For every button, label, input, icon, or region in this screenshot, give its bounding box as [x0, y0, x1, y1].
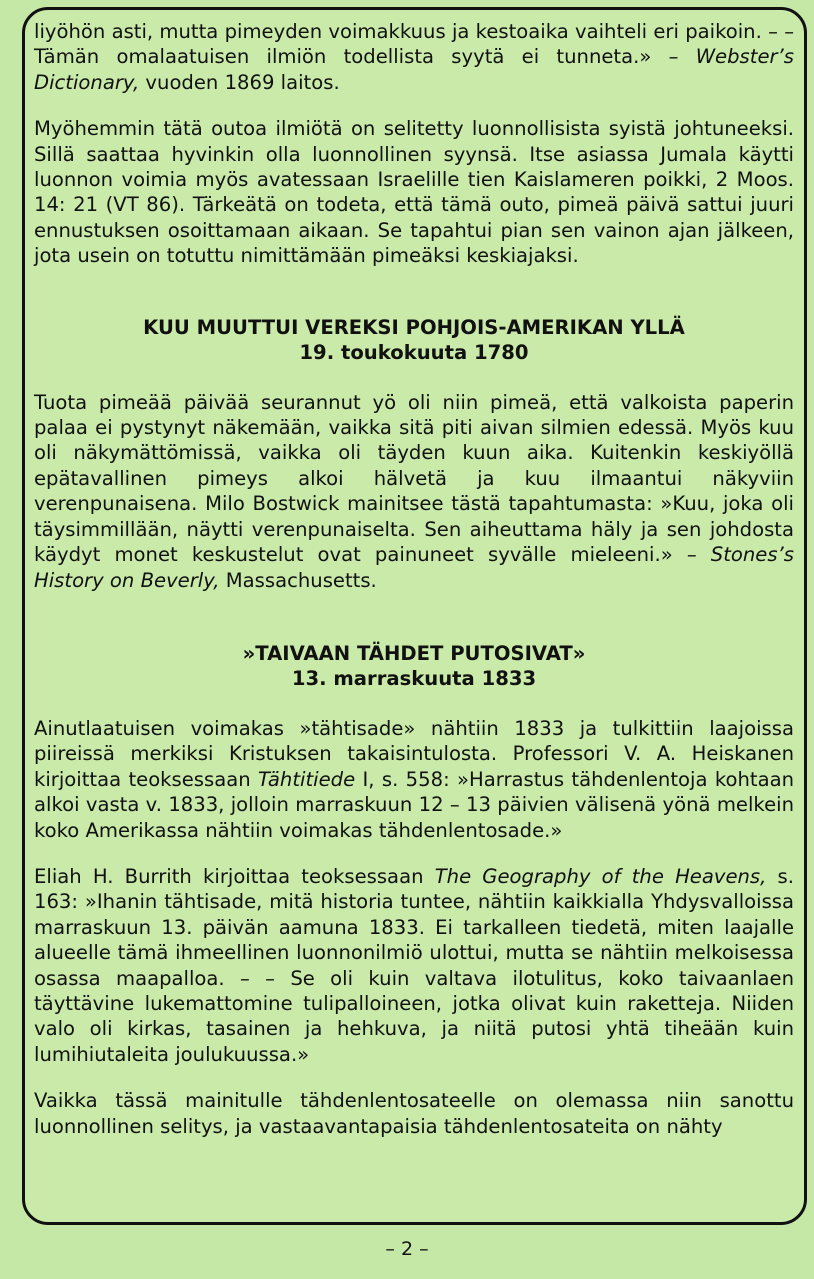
paragraph-natural-explanation: Vaikka tässä mainitulle tähdenlentosateelle on olemassa niin sanottu luonnollinen selitys, ja vastaavantapaisia tähdenlentosateita on nähty [34, 1089, 794, 1138]
paragraph-heiskanen-text-a: Ainutlaatuisen voimakas »tähtisade» nähtiin 1833 ja tulkittiin laajoissa piireissä merkiksi Kristuksen takaisintulosta. Professori V. A. Heiskanen kirjoittaa teoksessaan [34, 716, 794, 791]
source-geography: The Geography of the Heavens, [434, 864, 767, 888]
heading-stars-title: »TAIVAAN TÄHDET PUTOSIVAT» [242, 641, 586, 665]
paragraph-webster-text-b: vuoden 1869 laitos. [139, 70, 340, 94]
heading-stars-date: 13. marraskuuta 1833 [291, 666, 537, 690]
source-tahtitiede: Tähtitiede [258, 767, 356, 791]
page-number: – 2 – [385, 1238, 429, 1260]
paragraph-burrith-text-a: Eliah H. Burrith kirjoittaa teoksessaan [34, 864, 435, 888]
heading-moon [34, 315, 794, 365]
paragraph-heiskanen [34, 716, 794, 843]
paragraph-heiskanen-text-b: I, s. 558: »Harrastus tähdenlentoja kohtaan alkoi vasta v. 1833, jolloin marraskuun 12 – 13 päivien välisenä yönä melkein koko Amerikassa nähtiin voimakas tähdenlentosade.» [34, 767, 794, 842]
source-webster: Webster’s Dictionary, [34, 45, 794, 94]
paragraph-burrith-text-b: s. 163: »Ihanin tähtisade, mitä historia tuntee, nähtiin kaikkialla Yhdysvalloissa marraskuun 13. päivän aamuna 1833. Ei tarkalleen tiedetä, miten laajalle alueelle tämä ihmeellinen luonnonilmiö ulottui, mutta se nähtiin melkoisessa osassa maapalloa. – – Se oli kuin valtava ilotulitus, koko taivaanlaen täyttävine lukemattomine tulipalloineen, jotka olivat kuin raketteja. Niiden valo oli kirkas, tasainen ja hehkuva, ja niitä putosi yhtä tiheään kuin lumihiutaleita joulukuussa.» [34, 864, 794, 1066]
paragraph-burrith [34, 864, 794, 1067]
heading-moon-title: KUU MUUTTUI VEREKSI POHJOIS-AMERIKAN YLLÄ [143, 315, 685, 339]
paragraph-webster-text-a: liyöhön asti, mutta pimeyden voimakkuus ja kestoaika vaihteli eri paikoin. – – Tämän omalaatuisen ilmiön todellista syytä ei tunneta.» – [34, 20, 794, 69]
paragraph-webster [34, 19, 794, 95]
page-content [34, 19, 794, 1139]
heading-stars [34, 641, 794, 691]
paragraph-moon [34, 390, 794, 593]
paragraph-moon-text-b: Massachusetts. [219, 568, 377, 592]
heading-moon-date: 19. toukokuuta 1780 [299, 340, 529, 364]
source-stones: Stones’s History on Beverly, [34, 543, 794, 592]
paragraph-moon-text-a: Tuota pimeää päivää seurannut yö oli niin pimeä, että valkoista paperin palaa ei pystynyt näkemään, vaikka sitä piti aivan silmien edessä. Myös kuu oli näkymättömissä, vaikka oli täyden kuun aika. Kuitenkin keskiyöllä epätavallinen pimeys alkoi hälvetä ja kuu ilmaantui näkyviin verenpunaisena. Milo Bostwick mainitsee tästä tapahtumasta: »Kuu, joka oli täysimmillään, näytti verenpunaiselta. Sen aiheuttama häly ja sen johdosta käydyt monet keskustelut ovat painuneet syvälle mieleeni.» – [34, 390, 794, 567]
paragraph-explanation: Myöhemmin tätä outoa ilmiötä on selitetty luonnollisista syistä johtuneeksi. Sillä saattaa hyvinkin olla luonnollinen syynsä. Itse asiassa Jumala käytti luonnon voimia myös avatessaan Israelille tien Kaislameren poikki, 2 Moos. 14: 21 (VT 86). Tärkeätä on todeta, että tämä outo, pimeä päivä sattui juuri ennustuksen osoittamaan aikaan. Se tapahtui pian sen vainon ajan jälkeen, jota usein on totuttu nimittämään pimeäksi keskiajaksi. [34, 117, 794, 268]
